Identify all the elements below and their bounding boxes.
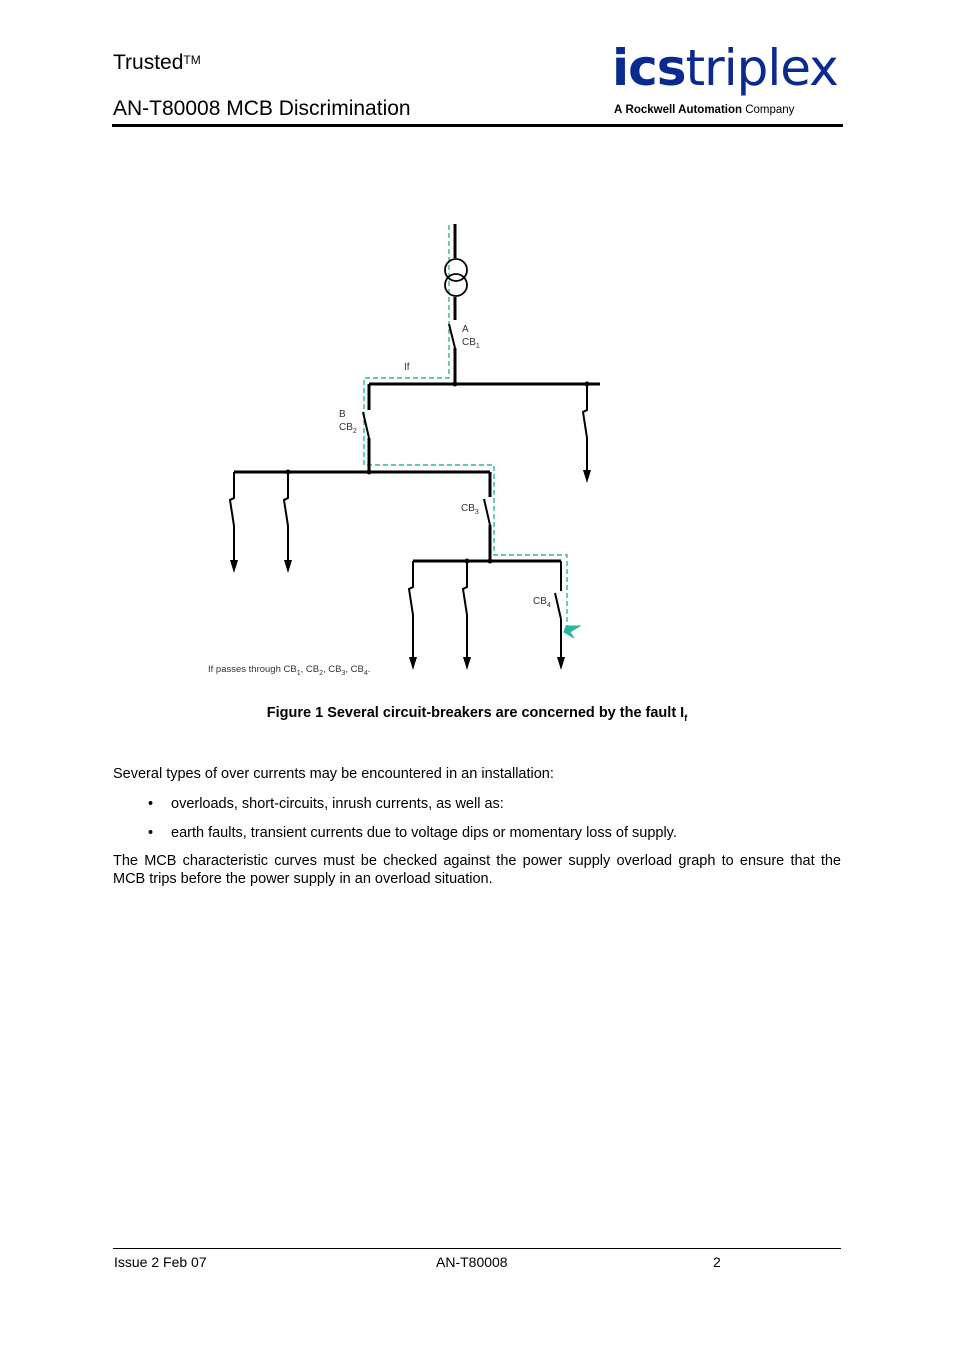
outgoing-arrows — [230, 382, 600, 671]
cb3-switch — [484, 499, 490, 525]
product-name: Trusted — [113, 51, 184, 74]
cb1-switch — [449, 324, 455, 348]
trademark-sup: TM — [183, 53, 201, 67]
logo-triplex-text: triplex — [685, 39, 838, 97]
document-title: AN-T80008 MCB Discrimination — [113, 97, 411, 120]
list-item: • earth faults, transient currents due to voltage dips or momentary loss of supply. — [148, 824, 677, 853]
header-divider — [112, 124, 843, 127]
footer-issue: Issue 2 Feb 07 — [114, 1254, 207, 1270]
busbars — [234, 224, 600, 561]
footer-divider — [113, 1248, 841, 1249]
intro-paragraph: Several types of over currents may be encountered in an installation: — [113, 766, 554, 782]
logo-tagline-prefix: A — [614, 104, 623, 116]
label-b: B — [339, 409, 346, 420]
label-cb2: $CB_2$ — [339, 422, 357, 435]
logo-tagline-suffix: Company — [745, 104, 795, 116]
label-cb3: $CB_3$ — [461, 503, 479, 516]
cb4-switch — [555, 593, 561, 619]
fault-icon — [564, 626, 580, 638]
logo-ics-text: ics — [612, 39, 686, 97]
breakers — [230, 324, 600, 657]
label-a: A — [462, 324, 469, 335]
caption-subscript: f — [684, 712, 688, 723]
figure-caption: Figure 1 Several circuit-breakers are concerned by the fault $I_f$ — [266, 705, 688, 723]
fault-path — [364, 225, 567, 628]
footer-doc-id: AN-T80008 — [436, 1254, 508, 1270]
label-cb4: $CB_4$ — [533, 596, 551, 609]
label-if: If — [404, 362, 410, 373]
product-title — [113, 50, 201, 76]
circuit-diagram — [200, 215, 600, 685]
fault-path-note: If passes through $CB_1$, $CB_2$, $CB_3$, $CB_4$. — [208, 664, 371, 677]
overcurrent-list — [148, 795, 677, 853]
page-number: 2 — [713, 1254, 721, 1270]
label-cb1: $CB_1$ — [462, 337, 480, 350]
logo-tagline-brand: Rockwell Automation — [625, 104, 743, 116]
list-item: • overloads, short-circuits, inrush currents, as well as: — [148, 795, 677, 824]
body-paragraph: The MCB characteristic curves must be checked against the power supply overload graph to ensure that the MCB trips before the power supply in an overload situation. — [113, 853, 841, 887]
company-logo — [612, 39, 844, 124]
